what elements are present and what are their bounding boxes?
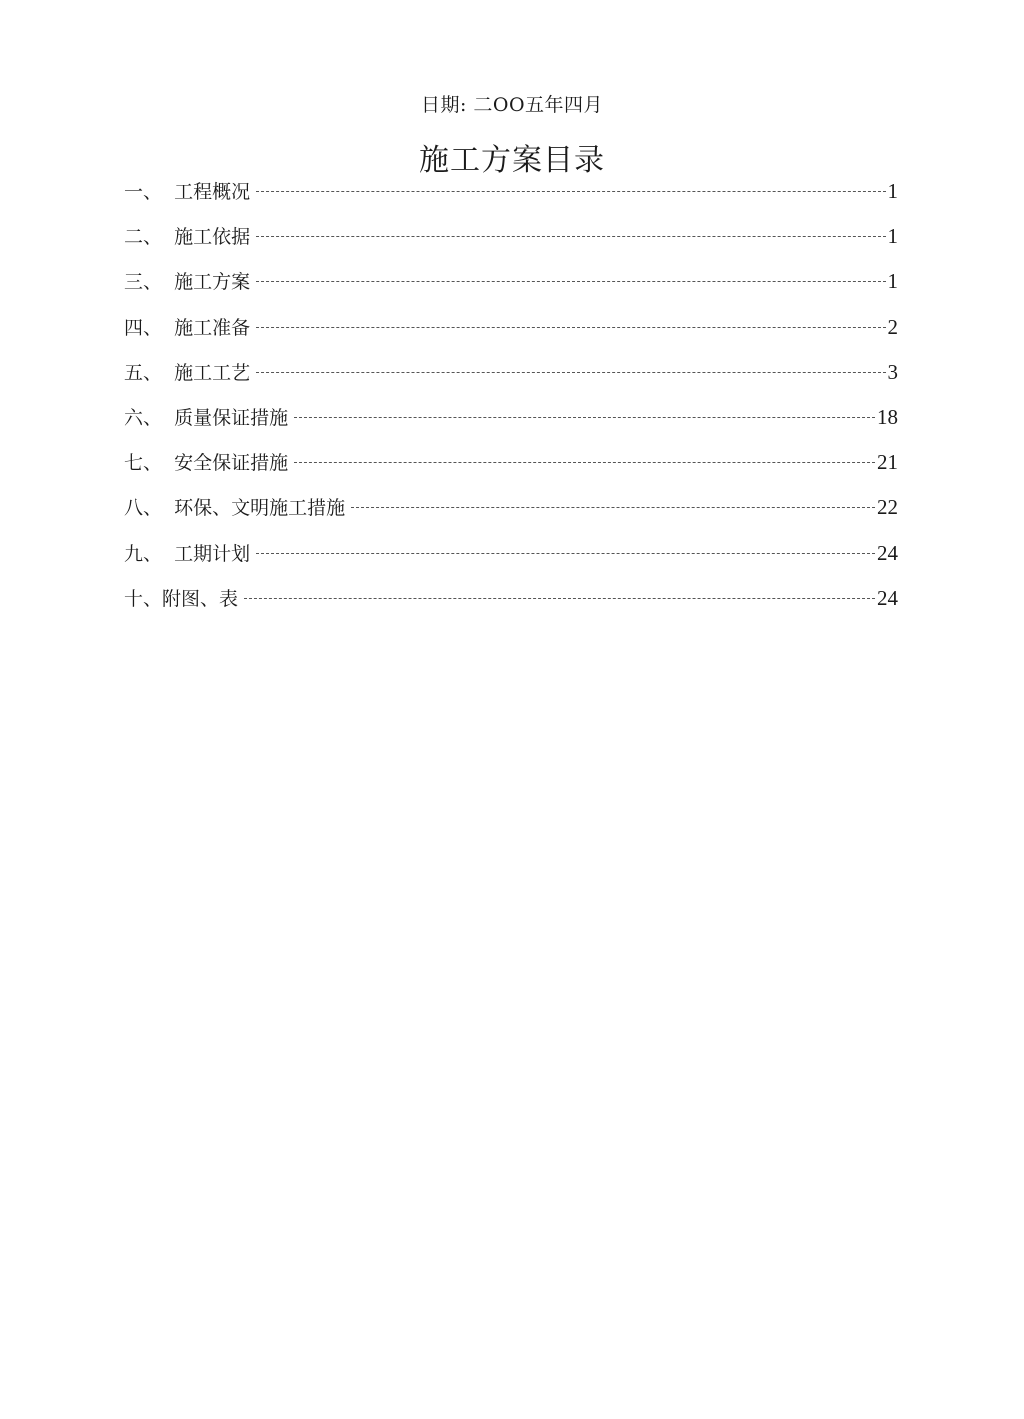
toc-entry-number: 九、 <box>124 542 163 565</box>
toc-dot-leader <box>256 553 875 554</box>
toc-entry-3[interactable] <box>124 264 898 309</box>
toc-entry-page: 3 <box>887 359 898 384</box>
toc-dot-leader <box>294 417 875 418</box>
toc-entry-number: 七、 <box>124 452 163 475</box>
toc-entry-number: 二、 <box>124 226 163 249</box>
toc-entry-page: 1 <box>887 224 898 249</box>
toc-entry-number: 五、 <box>124 361 163 384</box>
toc-entry-label: 施工依据 <box>174 226 251 249</box>
toc-entry-8[interactable] <box>124 490 898 535</box>
toc-entry-9[interactable] <box>124 536 898 581</box>
toc-entry-5[interactable] <box>124 355 898 400</box>
toc-entry-label: 工期计划 <box>174 542 251 565</box>
toc-entry-10[interactable] <box>124 581 898 626</box>
toc-entry-1[interactable] <box>124 174 898 219</box>
toc-entry-number: 四、 <box>124 316 163 339</box>
toc-entry-page: 24 <box>877 540 898 565</box>
table-of-contents <box>124 174 898 626</box>
toc-dot-leader <box>256 236 885 237</box>
toc-dot-leader <box>351 507 875 508</box>
toc-entry-number: 三、 <box>124 271 163 294</box>
toc-entry-7[interactable] <box>124 445 898 490</box>
toc-entry-label: 环保、文明施工措施 <box>174 497 346 520</box>
toc-entry-number: 十、 <box>124 587 163 610</box>
toc-dot-leader <box>244 598 875 599</box>
toc-entry-label: 施工工艺 <box>174 361 251 384</box>
toc-entry-number: 六、 <box>124 406 163 429</box>
toc-dot-leader <box>256 191 885 192</box>
date-line: 日期: 二OO五年四月 <box>420 94 604 116</box>
page-title: 施工方案目录 <box>419 143 605 179</box>
toc-entry-page: 22 <box>877 495 898 520</box>
toc-entry-label: 施工准备 <box>174 316 251 339</box>
toc-entry-page: 21 <box>877 450 898 475</box>
toc-dot-leader <box>294 462 875 463</box>
toc-entry-6[interactable] <box>124 400 898 445</box>
toc-dot-leader <box>256 281 885 282</box>
toc-entry-number: 一、 <box>124 181 163 203</box>
toc-entry-page: 1 <box>887 179 898 203</box>
toc-entry-4[interactable] <box>124 310 898 355</box>
toc-dot-leader <box>256 372 885 373</box>
toc-entry-page: 2 <box>887 314 898 339</box>
toc-entry-label: 施工方案 <box>174 271 251 294</box>
toc-entry-page: 18 <box>877 404 898 429</box>
toc-entry-label: 安全保证措施 <box>174 452 289 475</box>
toc-dot-leader <box>256 327 885 328</box>
toc-entry-number: 八、 <box>124 497 163 520</box>
toc-entry-label: 附图、表 <box>162 587 239 610</box>
toc-entry-label: 工程概况 <box>174 181 251 203</box>
toc-entry-page: 1 <box>887 269 898 294</box>
toc-entry-page: 24 <box>877 585 898 610</box>
toc-entry-label: 质量保证措施 <box>174 406 289 429</box>
toc-entry-2[interactable] <box>124 219 898 264</box>
